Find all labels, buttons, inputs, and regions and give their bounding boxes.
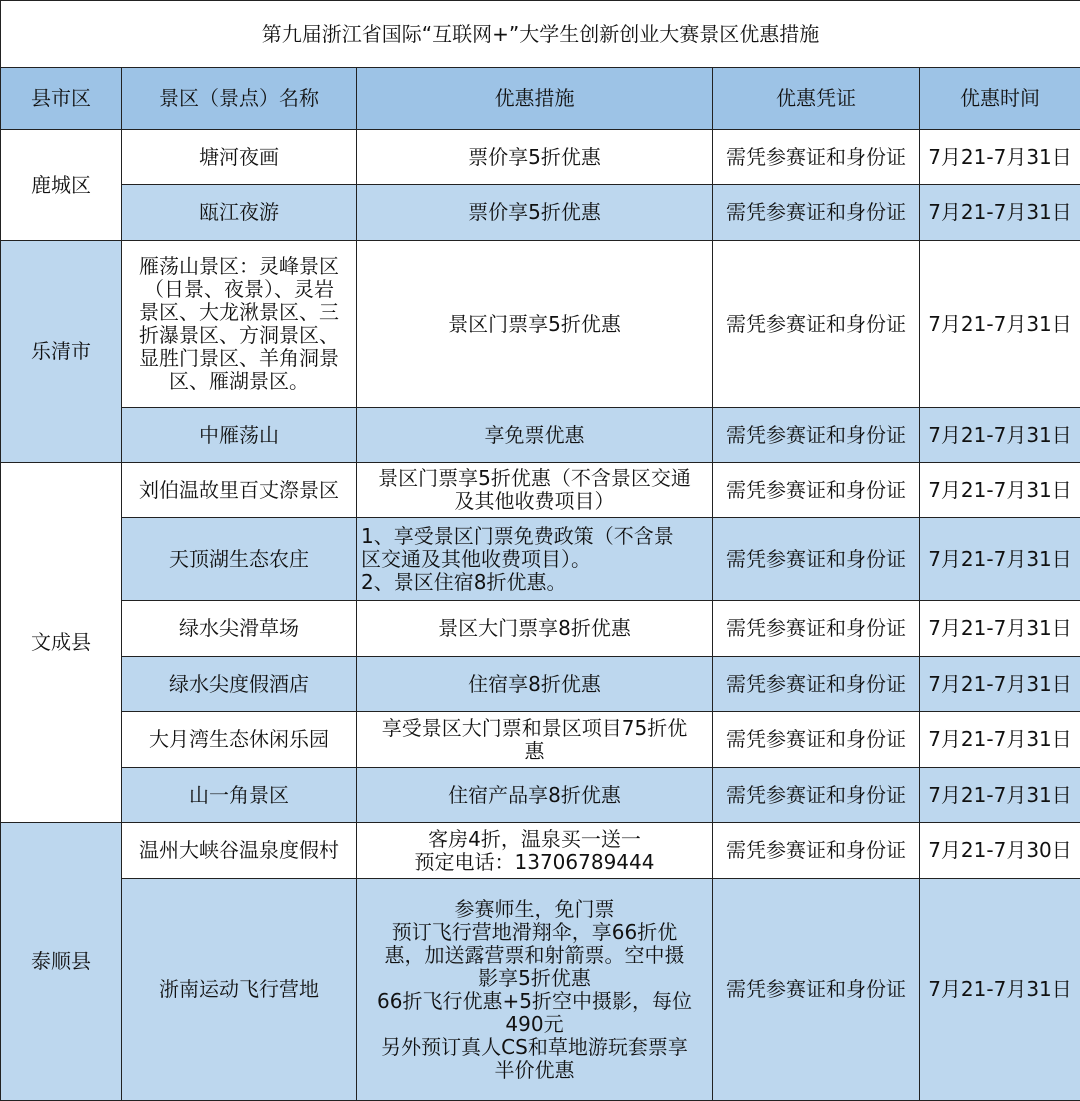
table-row	[1, 463, 1080, 518]
header-time: 优惠时间	[920, 68, 1080, 130]
discount-line: 66折飞行优惠+5折空中摄影，每位	[361, 990, 708, 1013]
time-cell: 7月21-7月31日	[920, 657, 1080, 712]
discount-line: 另外预订真人CS和草地游玩套票享	[361, 1036, 708, 1059]
voucher-cell: 需凭参赛证和身份证	[713, 768, 920, 823]
time-cell: 7月21-7月31日	[920, 185, 1080, 241]
voucher-cell: 需凭参赛证和身份证	[713, 241, 920, 408]
time-cell: 7月21-7月31日	[920, 879, 1080, 1101]
discount-line: 参赛师生，免门票	[361, 898, 708, 921]
table-row	[1, 879, 1080, 1101]
table-header-row	[1, 68, 1080, 130]
scenic-name: 浙南运动飞行营地	[122, 879, 357, 1101]
discount-cell	[357, 879, 713, 1101]
discount-line: 及其他收费项目）	[361, 490, 708, 513]
discount-line: 2、景区住宿8折优惠。	[361, 571, 708, 594]
header-name: 景区（景点）名称	[122, 68, 357, 130]
scenic-name-line: 景区、大龙湫景区、三	[126, 301, 352, 324]
discount-cell	[357, 712, 713, 768]
time-cell: 7月21-7月31日	[920, 601, 1080, 657]
time-cell: 7月21-7月31日	[920, 408, 1080, 463]
table-row	[1, 823, 1080, 879]
discount-line: 半价优惠	[361, 1059, 708, 1082]
discount-line: 惠，加送露营票和射箭票。空中摄	[361, 944, 708, 967]
header-district: 县市区	[1, 68, 122, 130]
scenic-name-line: 雁荡山景区：灵峰景区	[126, 255, 352, 278]
scenic-name-line: 显胜门景区、羊角洞景	[126, 347, 352, 370]
time-cell: 7月21-7月31日	[920, 518, 1080, 601]
scenic-name-line: （日景、夜景）、灵岩	[126, 278, 352, 301]
scenic-name-line: 区、雁湖景区。	[126, 370, 352, 393]
time-cell: 7月21-7月30日	[920, 823, 1080, 879]
discount-cell: 景区门票享5折优惠	[357, 241, 713, 408]
discount-line: 区交通及其他收费项目）。	[361, 548, 708, 571]
scenic-name	[122, 241, 357, 408]
voucher-cell: 需凭参赛证和身份证	[713, 712, 920, 768]
scenic-name: 瓯江夜游	[122, 185, 357, 241]
scenic-name: 天顶湖生态农庄	[122, 518, 357, 601]
scenic-name: 山一角景区	[122, 768, 357, 823]
voucher-cell: 需凭参赛证和身份证	[713, 185, 920, 241]
table-row	[1, 130, 1080, 185]
table-row	[1, 408, 1080, 463]
discount-line: 预定电话：13706789444	[361, 851, 708, 874]
time-cell: 7月21-7月31日	[920, 712, 1080, 768]
scenic-name: 绿水尖度假酒店	[122, 657, 357, 712]
time-cell: 7月21-7月31日	[920, 130, 1080, 185]
scenic-name: 绿水尖滑草场	[122, 601, 357, 657]
voucher-cell: 需凭参赛证和身份证	[713, 823, 920, 879]
header-discount: 优惠措施	[357, 68, 713, 130]
discount-cell: 住宿产品享8折优惠	[357, 768, 713, 823]
scenic-name-line: 折瀑景区、方洞景区、	[126, 324, 352, 347]
voucher-cell: 需凭参赛证和身份证	[713, 601, 920, 657]
district-cell: 文成县	[1, 463, 122, 823]
header-voucher: 优惠凭证	[713, 68, 920, 130]
scenic-name: 中雁荡山	[122, 408, 357, 463]
scenic-name: 温州大峡谷温泉度假村	[122, 823, 357, 879]
page-title: 第九届浙江省国际“互联网+”大学生创新创业大赛景区优惠措施	[1, 1, 1080, 68]
discount-line: 享受景区大门票和景区项目75折优	[361, 717, 708, 740]
discount-cell: 票价享5折优惠	[357, 130, 713, 185]
discount-cell	[357, 463, 713, 518]
voucher-cell: 需凭参赛证和身份证	[713, 130, 920, 185]
time-cell: 7月21-7月31日	[920, 768, 1080, 823]
scenic-name: 塘河夜画	[122, 130, 357, 185]
discount-cell: 票价享5折优惠	[357, 185, 713, 241]
table-row	[1, 518, 1080, 601]
discount-line: 预订飞行营地滑翔伞，享66折优	[361, 921, 708, 944]
table-row	[1, 657, 1080, 712]
voucher-cell: 需凭参赛证和身份证	[713, 518, 920, 601]
discount-line: 影享5折优惠	[361, 967, 708, 990]
district-cell: 鹿城区	[1, 130, 122, 241]
table-row	[1, 768, 1080, 823]
discount-cell: 享免票优惠	[357, 408, 713, 463]
table-row	[1, 185, 1080, 241]
scenic-name: 刘伯温故里百丈漈景区	[122, 463, 357, 518]
discount-line: 客房4折，温泉买一送一	[361, 828, 708, 851]
voucher-cell: 需凭参赛证和身份证	[713, 879, 920, 1101]
voucher-cell: 需凭参赛证和身份证	[713, 408, 920, 463]
discount-cell: 住宿享8折优惠	[357, 657, 713, 712]
voucher-cell: 需凭参赛证和身份证	[713, 463, 920, 518]
district-cell: 泰顺县	[1, 823, 122, 1101]
scenic-name: 大月湾生态休闲乐园	[122, 712, 357, 768]
time-cell: 7月21-7月31日	[920, 241, 1080, 408]
table-row	[1, 241, 1080, 408]
voucher-cell: 需凭参赛证和身份证	[713, 657, 920, 712]
discount-cell	[357, 823, 713, 879]
discount-line: 惠	[361, 740, 708, 763]
discount-line: 1、享受景区门票免费政策（不含景	[361, 525, 708, 548]
table-row	[1, 712, 1080, 768]
discount-line: 490元	[361, 1013, 708, 1036]
time-cell: 7月21-7月31日	[920, 463, 1080, 518]
discount-cell	[357, 518, 713, 601]
discount-cell: 景区大门票享8折优惠	[357, 601, 713, 657]
discount-line: 景区门票享5折优惠（不含景区交通	[361, 467, 708, 490]
district-cell: 乐清市	[1, 241, 122, 463]
table-row	[1, 601, 1080, 657]
